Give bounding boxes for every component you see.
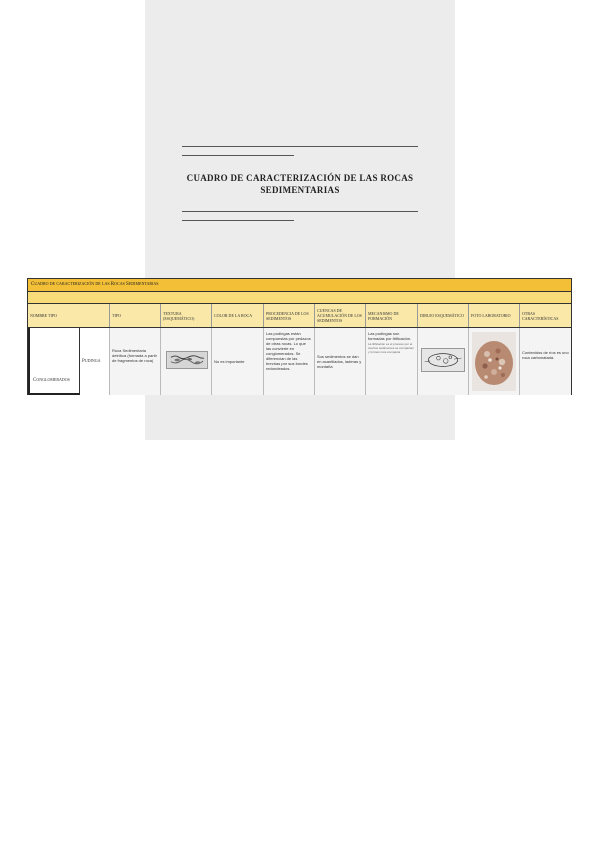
header-dibujo: DIBUJO ESQUEMÁTICO (418, 304, 469, 327)
cell-dibujo (418, 328, 469, 395)
title-rule-top-short (182, 155, 294, 156)
title-rule-bottom-short (182, 220, 294, 221)
cell-name (28, 328, 80, 395)
table-row (28, 328, 571, 395)
cell-tipo (110, 328, 161, 395)
header-nombre-tipo: NOMBRE TIPO (28, 304, 110, 327)
otras-text: Contenidos de ríos es uno roca carbonatada. (522, 350, 569, 360)
cell-textura (161, 328, 212, 395)
header-color: COLOR DE LA ROCA (212, 304, 264, 327)
rock-subtype: Pudinga (82, 359, 101, 364)
color-text: No es importante (214, 359, 245, 364)
table-caption: Cuadro de caracterización de las Rocas Sedimentarias (28, 279, 571, 292)
header-otras: OTRAS CARACTERÍSTICAS (522, 310, 559, 321)
cell-mecanismo (366, 328, 418, 395)
header-tipo: TIPO (110, 304, 161, 327)
rock-name: Conglomerados (33, 378, 70, 383)
mecanismo-lead: Las pudingas son formadas por litificación. (368, 331, 412, 341)
document-title: CUADRO DE CARACTERIZACIÓN DE LAS ROCAS SEDIMENTARIAS (186, 173, 414, 195)
cell-foto (469, 328, 520, 395)
cell-cuencas (315, 328, 366, 395)
header-mecanismo: MECANISMO DE FORMACIÓN (366, 304, 418, 327)
cell-procedencia (264, 328, 315, 395)
table-spacer-row (28, 292, 571, 304)
cell-otras (520, 328, 571, 395)
title-rule-bottom (182, 211, 418, 212)
cuencas-text: Sus sedimentos se dan en acantilados, laderas y montaña (317, 354, 362, 369)
table-header-row (28, 304, 571, 328)
procedencia-text: Las pudingas están compuestas por pedazos de otras rocas. Lo que las convierte en conglomerados. Se diferencian de las brechas por sus bordes redondeados. (266, 331, 311, 371)
schematic-drawing-image (421, 348, 465, 372)
title-rule-top (182, 146, 418, 147)
header-foto: FOTO LABORATORIO (469, 304, 520, 327)
mecanismo-detail: La litificación es el proceso por el cual los sedimentos se compactan y forman roca compacta (368, 342, 414, 354)
texture-sketch-image (166, 351, 208, 369)
header-cuencas: CUENCAS DE ACUMULACIÓN DE LOS SEDIMENTOS (315, 304, 366, 327)
lab-photo-image (472, 332, 516, 391)
header-procedencia: PROCEDENCIA DE LOS SEDIMENTOS (264, 304, 315, 327)
cell-subtype (80, 328, 110, 395)
tipo-text: Roca Sedimentaria detrítica (formada a partir de fragmentos de roca) (112, 348, 157, 363)
cell-color (212, 328, 264, 395)
rocks-table (27, 278, 572, 395)
header-textura: TEXTURA (ESQUEMÁTICO) (161, 304, 212, 327)
